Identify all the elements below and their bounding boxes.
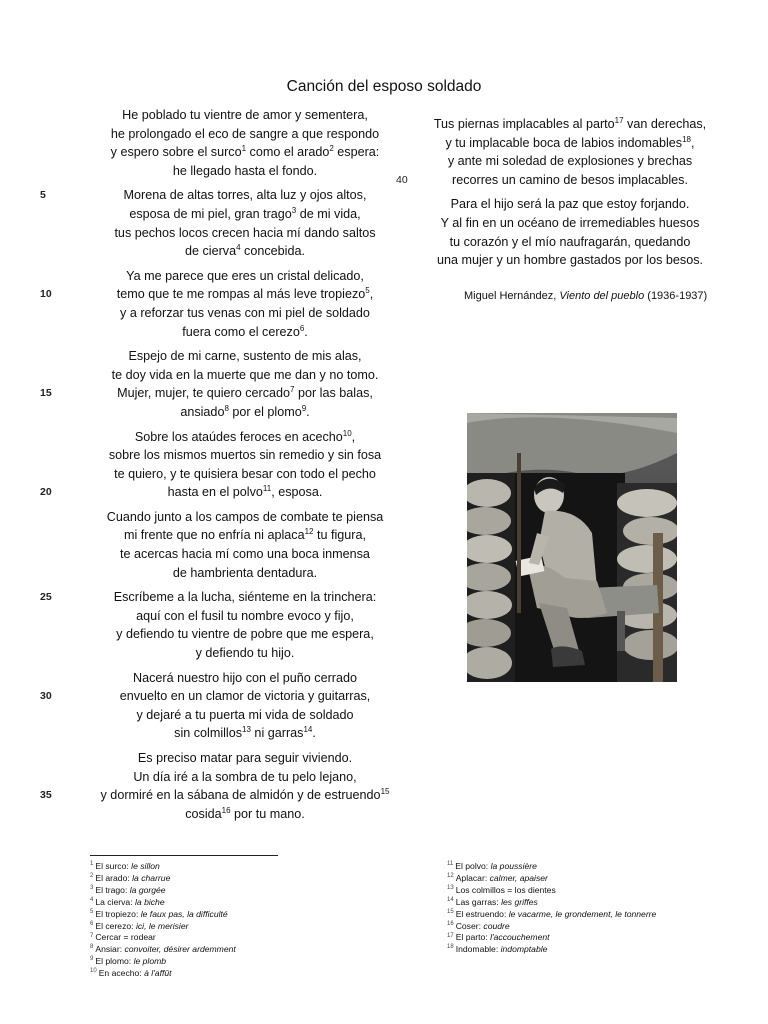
poem-line-text: y dormiré en la sábana de almidón y de estruendo$^{15}$ bbox=[100, 787, 390, 803]
footnote-gloss: la charrue bbox=[132, 872, 171, 883]
footnote-term: Indomable: bbox=[455, 944, 501, 955]
poem-column-left bbox=[40, 106, 430, 829]
poem-line-text: Nacerá nuestro hijo con el puño cerrado bbox=[132, 670, 358, 685]
poem-line-text: temo que te me rompas al más leve tropiezo$^5$, bbox=[116, 286, 374, 302]
attribution-work: Viento del pueblo bbox=[559, 290, 645, 302]
poem-line bbox=[60, 526, 430, 545]
poem-line-text: ansiado$^8$ por el plomo$^9$. bbox=[180, 403, 310, 419]
poem-line-text: y a reforzar tus venas con mi piel de soldado bbox=[120, 305, 370, 320]
poem-line-text: Sobre los ataúdes feroces en acecho$^{10}$, bbox=[134, 428, 356, 444]
footnote-term: El plomo: bbox=[95, 956, 134, 967]
footnote bbox=[90, 944, 236, 956]
footnote bbox=[447, 909, 656, 921]
footnote-gloss: convoiter, désirer ardemment bbox=[124, 944, 236, 955]
poem-attribution bbox=[464, 290, 707, 302]
line-number: 40 bbox=[396, 173, 408, 186]
footnote-number: 1 bbox=[90, 861, 94, 868]
poem-line bbox=[60, 323, 430, 342]
footnote bbox=[90, 873, 236, 885]
poem-line bbox=[404, 152, 736, 171]
poem-line-text: te quiero, y te quisiera besar con todo el pecho bbox=[114, 466, 376, 481]
footnote bbox=[90, 909, 236, 921]
footnote bbox=[447, 885, 656, 897]
poem-line bbox=[60, 564, 430, 583]
footnote-term: Aplacar: bbox=[455, 872, 490, 883]
poem-stanza bbox=[40, 428, 430, 502]
footnote-number: 13 bbox=[447, 884, 454, 891]
poem-line-text: Morena de altas torres, alta luz y ojos altos, bbox=[123, 188, 367, 203]
poem-line bbox=[40, 384, 430, 403]
poem-line bbox=[60, 242, 430, 261]
footnote-term: Las garras: bbox=[455, 896, 502, 907]
poem-line bbox=[60, 143, 430, 162]
poem-line-text: de hambrienta dentadura. bbox=[172, 565, 318, 580]
footnote-term: El estruendo: bbox=[455, 908, 509, 919]
footnote-number: 12 bbox=[447, 873, 454, 880]
poem-line-text: y dejaré a tu puerta mi vida de soldado bbox=[136, 707, 354, 722]
line-number: 30 bbox=[40, 690, 52, 703]
footnote-number: 17 bbox=[447, 932, 454, 939]
footnote bbox=[447, 932, 656, 944]
poem-line bbox=[404, 115, 736, 134]
footnote-gloss: indomptable bbox=[500, 944, 548, 955]
poem-line bbox=[40, 588, 430, 607]
poem-line bbox=[60, 446, 430, 465]
footnotes-left bbox=[90, 861, 236, 980]
poem-line bbox=[404, 214, 736, 233]
poem-stanza bbox=[396, 115, 736, 189]
line-number: 10 bbox=[40, 288, 52, 301]
poem-line bbox=[60, 162, 430, 181]
poem-line-text: Cuando junto a los campos de combate te piensa bbox=[106, 509, 384, 524]
footnote-divider bbox=[90, 855, 278, 856]
footnote-gloss: à l'affût bbox=[144, 968, 172, 979]
footnote-gloss: la biche bbox=[135, 896, 165, 907]
footnote-number: 9 bbox=[90, 956, 94, 963]
footnote-gloss: la poussière bbox=[490, 861, 537, 871]
poem-line bbox=[40, 186, 430, 205]
poem-title: Canción del esposo soldado bbox=[286, 78, 482, 95]
poem-line bbox=[60, 205, 430, 224]
poem-stanza bbox=[404, 195, 736, 269]
footnote-number: 7 bbox=[90, 932, 94, 939]
poem-line-text: mi frente que no enfría ni aplaca$^{12}$ tu figura, bbox=[123, 527, 367, 543]
footnote-gloss: les griffes bbox=[501, 896, 538, 907]
poem-stanza bbox=[40, 669, 430, 743]
poem-line-text: Tus piernas implacables al parto$^{17}$ van derechas, bbox=[433, 115, 707, 131]
footnote-number: 2 bbox=[90, 873, 94, 880]
footnote-term: El tropiezo: bbox=[95, 908, 141, 919]
poem-line-text: aquí con el fusil tu nombre evoco y fijo, bbox=[136, 608, 354, 623]
footnote bbox=[90, 921, 236, 933]
attribution-years: (1936-1937) bbox=[644, 290, 708, 302]
footnote bbox=[447, 897, 656, 909]
poem-line-text: He poblado tu vientre de amor y sementera, bbox=[122, 108, 368, 122]
poem-line bbox=[60, 403, 430, 422]
poem-line bbox=[404, 233, 736, 252]
poem-line-text: esposa de mi piel, gran trago$^3$ de mi vida, bbox=[129, 205, 361, 221]
footnote bbox=[90, 932, 236, 944]
poem-stanza bbox=[60, 508, 430, 582]
poem-stanza bbox=[60, 106, 430, 180]
footnotes-right bbox=[447, 861, 656, 956]
poem-line-text: y defiendo tu vientre de pobre que me espera, bbox=[116, 627, 374, 642]
footnote-number: 10 bbox=[90, 968, 97, 975]
footnote-gloss: le sillon bbox=[131, 861, 160, 871]
poem-line bbox=[60, 224, 430, 243]
poem-line bbox=[60, 347, 430, 366]
poem-line bbox=[60, 644, 430, 663]
footnote-number: 5 bbox=[90, 908, 94, 915]
poem-line bbox=[40, 483, 430, 502]
poem-line-text: tu corazón y el mío naufragarán, quedando bbox=[449, 234, 691, 249]
poem-line-text: he llegado hasta el fondo. bbox=[172, 163, 318, 178]
footnote-number: 4 bbox=[90, 896, 94, 903]
poem-line-text: envuelto en un clamor de victoria y guitarras, bbox=[119, 689, 371, 704]
footnote bbox=[90, 885, 236, 897]
poem-line-text: una mujer y un hombre gastados por los besos. bbox=[436, 253, 704, 268]
footnote-number: 11 bbox=[447, 861, 454, 868]
footnote-term: La cierva: bbox=[95, 896, 135, 907]
poem-stanza bbox=[40, 267, 430, 341]
poem-line-text: Mujer, mujer, te quiero cercado$^7$ por las balas, bbox=[117, 385, 373, 401]
poem-line-text: Y al fin en un océano de irremediables huesos bbox=[440, 215, 700, 230]
footnote-number: 3 bbox=[90, 884, 94, 891]
poem-line bbox=[60, 749, 430, 768]
poem-line bbox=[60, 267, 430, 286]
footnote bbox=[447, 873, 656, 885]
poem-line-text: Espejo de mi carne, sustento de mis alas, bbox=[128, 349, 362, 364]
footnote-gloss: ici, le merisier bbox=[135, 920, 189, 931]
poem-line-text: Para el hijo será la paz que estoy forjando. bbox=[450, 197, 690, 212]
poem-line bbox=[60, 106, 430, 125]
poem-line bbox=[60, 465, 430, 484]
poem-line bbox=[60, 669, 430, 688]
footnote-number: 18 bbox=[447, 944, 454, 951]
footnote-term: El cerezo: bbox=[95, 920, 136, 931]
poem-line bbox=[396, 171, 736, 190]
poem-line bbox=[404, 251, 736, 270]
poem-stanza bbox=[40, 186, 430, 260]
poem-stanza bbox=[40, 749, 430, 823]
poem-line bbox=[60, 805, 430, 824]
poem-line bbox=[60, 366, 430, 385]
poem-line bbox=[40, 786, 430, 805]
poem-line bbox=[60, 545, 430, 564]
footnote-gloss: le faux pas, la difficulté bbox=[140, 908, 228, 919]
footnote-number: 16 bbox=[447, 920, 454, 927]
poem-line-text: recorres un camino de besos implacables. bbox=[452, 172, 688, 187]
poem-line-text: te doy vida en la muerte que me dan y no tomo. bbox=[111, 367, 379, 382]
poem-line bbox=[60, 125, 430, 144]
poem-line bbox=[404, 195, 736, 214]
footnote bbox=[90, 968, 236, 980]
footnote-term: Coser: bbox=[455, 920, 484, 931]
poem-line-text: sin colmillos$^{13}$ ni garras$^{14}$. bbox=[174, 725, 316, 741]
poem-line-text: Un día iré a la sombra de tu pelo lejano, bbox=[133, 769, 357, 784]
poem-line bbox=[60, 304, 430, 323]
poem-line-text: y espero sobre el surco$^1$ como el arado$^2$ espera: bbox=[110, 144, 380, 160]
poem-line bbox=[404, 134, 736, 153]
poem-line-text: te acercas hacia mí como una boca inmensa bbox=[120, 547, 370, 562]
footnote-gloss: la gorgée bbox=[129, 884, 166, 895]
footnote-gloss: calmer, apaiser bbox=[489, 872, 548, 883]
poem-line bbox=[60, 607, 430, 626]
poem-line bbox=[60, 724, 430, 743]
footnote-number: 14 bbox=[447, 896, 454, 903]
poem-line bbox=[40, 285, 430, 304]
line-number: 25 bbox=[40, 591, 52, 604]
poem-line-text: Es preciso matar para seguir viviendo. bbox=[137, 751, 353, 765]
footnote-term: Cercar = rodear bbox=[95, 932, 156, 943]
poem-line-text: sobre los mismos muertos sin remedio y sin fosa bbox=[108, 448, 382, 463]
footnote bbox=[90, 897, 236, 909]
poem-line-text: hasta en el polvo$^{11}$, esposa. bbox=[167, 484, 323, 500]
footnote-gloss: coudre bbox=[483, 920, 510, 931]
poem-line-text: Escríbeme a la lucha, siénteme en la trinchera: bbox=[113, 590, 377, 605]
footnote-gloss: le vacarme, le grondement, le tonnerre bbox=[508, 908, 657, 919]
poem-line-text: Ya me parece que eres un cristal delicado, bbox=[126, 268, 364, 283]
line-number: 20 bbox=[40, 486, 52, 499]
footnote bbox=[447, 861, 656, 873]
footnote-term: Ansiar: bbox=[95, 944, 125, 955]
poem-line-text: de cierva$^4$ concebida. bbox=[185, 242, 305, 259]
line-number: 35 bbox=[40, 789, 52, 802]
soldier-in-trench-image bbox=[467, 413, 677, 682]
footnote-term: El surco: bbox=[95, 861, 132, 871]
poem-line-text: he prolongado el eco de sangre a que respondo bbox=[110, 126, 380, 141]
poem-line-text: y ante mi soledad de explosiones y brechas bbox=[447, 154, 693, 169]
footnote-term: El trago: bbox=[95, 884, 130, 895]
footnote-number: 8 bbox=[90, 944, 94, 951]
attribution-author: Miguel Hernández, bbox=[464, 290, 560, 302]
poem-line-text: cosida$^{16}$ por tu mano. bbox=[185, 805, 305, 821]
poem-stanza bbox=[40, 588, 430, 662]
footnote-number: 15 bbox=[447, 908, 454, 915]
footnote bbox=[90, 861, 236, 873]
poem-line bbox=[60, 768, 430, 787]
poem-line-text: y tu implacable boca de labios indomables$^{18}$, bbox=[445, 134, 695, 150]
footnote-term: En acecho: bbox=[98, 968, 145, 979]
poem-column-right bbox=[396, 115, 736, 276]
poem-line-text: tus pechos locos crecen hacia mí dando saltos bbox=[114, 225, 376, 240]
footnote-term: El parto: bbox=[455, 932, 491, 943]
poem-line bbox=[60, 428, 430, 447]
poem-line bbox=[40, 687, 430, 706]
footnote bbox=[90, 956, 236, 968]
footnote-term: El arado: bbox=[95, 872, 133, 883]
footnote-gloss: le plomb bbox=[133, 956, 167, 967]
poem-line-text: fuera como el cerezo$^6$. bbox=[182, 323, 308, 339]
line-number: 15 bbox=[40, 387, 52, 400]
poem-line bbox=[60, 508, 430, 527]
soldier-writing-photo bbox=[467, 413, 677, 682]
footnote bbox=[447, 921, 656, 933]
footnote-term: El polvo: bbox=[455, 861, 491, 871]
poem-line-text: y defiendo tu hijo. bbox=[195, 646, 295, 661]
line-number: 5 bbox=[40, 189, 46, 202]
poem-line bbox=[60, 706, 430, 725]
poem-stanza bbox=[40, 347, 430, 421]
footnote-number: 6 bbox=[90, 920, 94, 927]
footnote bbox=[447, 944, 656, 956]
footnote-term: Los colmillos = los dientes bbox=[455, 884, 556, 895]
poem-line bbox=[60, 625, 430, 644]
footnote-gloss: l'accouchement bbox=[490, 932, 550, 943]
